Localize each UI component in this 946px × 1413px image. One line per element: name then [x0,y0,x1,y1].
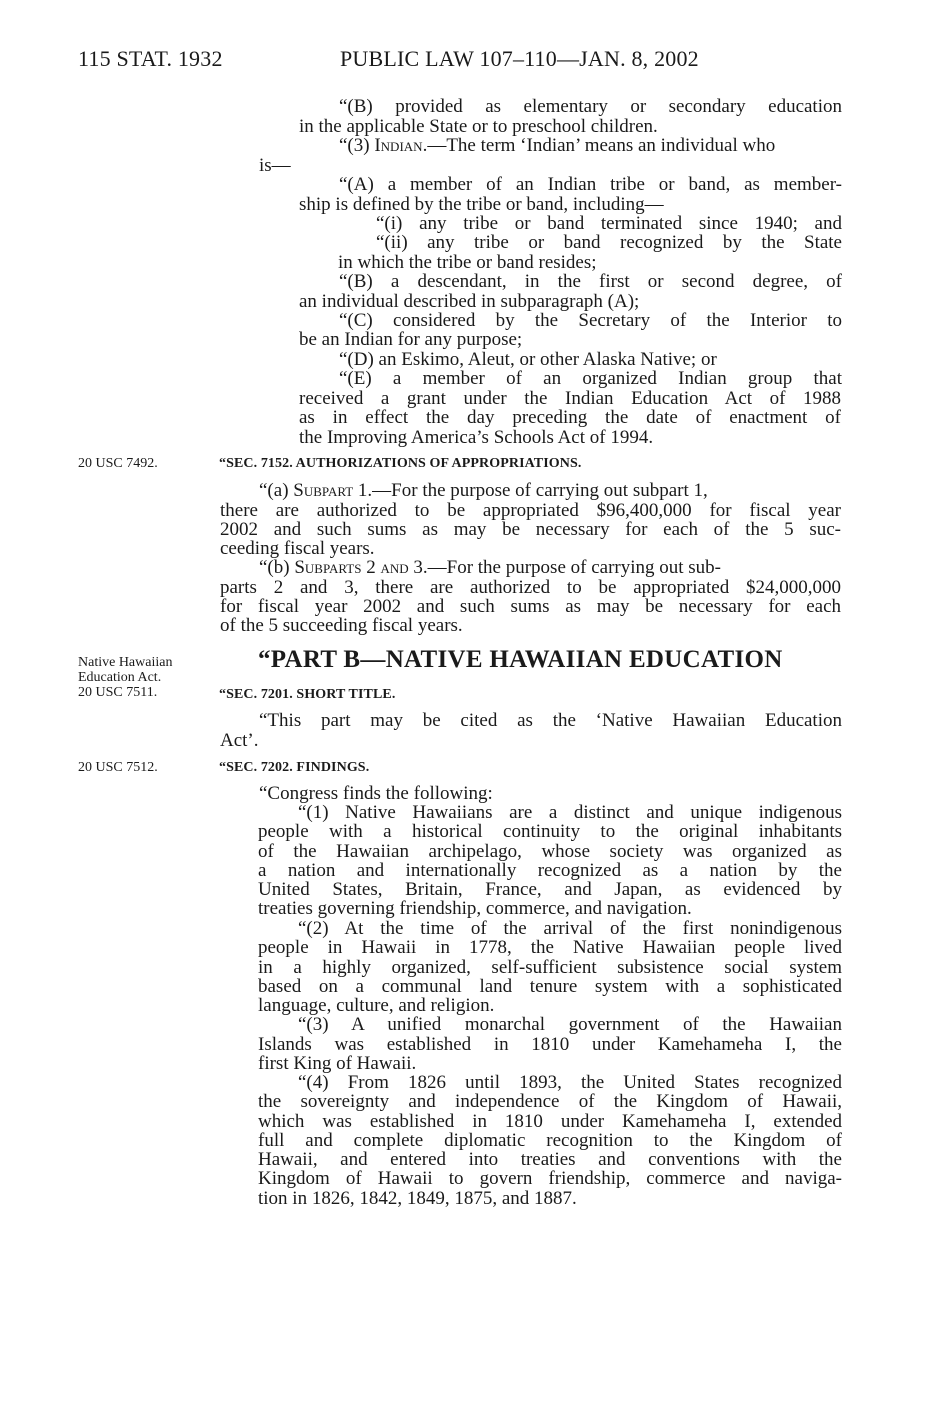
text-line: ceeding fiscal years. [220,538,375,559]
text-line: “Congress finds the following: [259,783,493,804]
text-line: in a highly organized, self-sufficient subsistence social system [258,957,842,978]
text-line: full and complete diplomatic recognition to the Kingdom of [258,1130,842,1151]
subsection-a-line: “(a) Subpart 1.—For the purpose of carrying out subpart 1, [259,480,708,501]
text-line: people with a historical continuity to the original inhabitants [258,821,842,842]
text-line: United States, Britain, France, and Japan, as evidenced by [258,879,842,900]
text-line: “(B) a descendant, in the first or second degree, of [339,271,842,292]
margin-note: Native Hawaiian [78,655,173,670]
text-line: Kingdom of Hawaii to govern friendship, commerce and naviga- [258,1168,842,1189]
margin-note: Education Act. [78,670,162,685]
text-line: as in effect the day preceding the date of enactment of [299,407,841,428]
text-line: “(4) From 1826 until 1893, the United States recognized [298,1072,842,1093]
text-line: the sovereignty and independence of the Kingdom of Hawaii, [258,1091,842,1112]
text-line: ship is defined by the tribe or band, including— [299,194,664,215]
text-line: “(2) At the time of the arrival of the first nonindigenous [298,918,842,939]
subsection-label: Subparts 2 and 3 [294,557,423,578]
margin-note: 20 USC 7492. [78,456,158,471]
subsection-b-line: “(b) Subparts 2 and 3.—For the purpose of carrying out sub- [259,557,722,578]
paragraph-label: Indian [374,135,423,156]
text-line: 2002 and such sums as may be necessary for each of the 5 suc- [220,519,841,540]
text-line: “This part may be cited as the ‘Native Hawaiian Education [259,710,842,731]
text-line: tion in 1826, 1842, 1849, 1875, and 1887. [258,1188,577,1209]
text-line: of the Hawaiian archipelago, whose society was organized as [258,841,842,862]
text-line: “(3) A unified monarchal government of the Hawaiian [298,1014,842,1035]
section-heading: “SEC. 7201. SHORT TITLE. [219,687,396,702]
section-heading: “SEC. 7202. FINDINGS. [219,760,370,775]
margin-note: 20 USC 7512. [78,760,158,775]
text-line: in which the tribe or band resides; [338,252,597,273]
running-head: PUBLIC LAW 107–110—JAN. 8, 2002 [340,46,699,71]
text-line: parts 2 and 3, there are authorized to be appropriated $24,000,000 [220,577,841,598]
text-line: treaties governing friendship, commerce, and navigation. [258,898,692,919]
text-line: in the applicable State or to preschool children. [299,116,658,137]
text-line: Islands was established in 1810 under Kamehameha I, the [258,1034,842,1055]
margin-note: 20 USC 7511. [78,685,158,700]
paragraph-3-line: “(3) Indian.—The term ‘Indian’ means an individual who [339,135,776,156]
text-line: received a grant under the Indian Education Act of 1988 [299,388,841,409]
text-line: for fiscal year 2002 and such sums as may be necessary for each [220,596,841,617]
text-line: be an Indian for any purpose; [299,329,523,350]
text-line: an individual described in subparagraph (A); [299,291,640,312]
text-line: “(D) an Eskimo, Aleut, or other Alaska Native; or [339,349,717,370]
text-line: a nation and internationally recognized as a nation by the [258,860,842,881]
text-line: first King of Hawaii. [258,1053,417,1074]
part-title: “PART B—NATIVE HAWAIIAN EDUCATION [258,646,783,673]
text-line: Hawaii, and entered into treaties and conventions with the [258,1149,842,1170]
stat-page-number: 115 STAT. 1932 [78,46,223,71]
subsection-label: Subpart 1 [293,480,368,501]
text-line: Act’. [220,730,259,751]
text-line: the Improving America’s Schools Act of 1994. [299,427,654,448]
text-line: which was established in 1810 under Kamehameha I, extended [258,1111,842,1132]
text-line: “(A) a member of an Indian tribe or band, as member- [339,174,842,195]
text-line: language, culture, and religion. [258,995,495,1016]
section-heading: “SEC. 7152. AUTHORIZATIONS OF APPROPRIATIONS. [219,456,582,471]
text-line: “(C) considered by the Secretary of the Interior to [339,310,842,331]
text-line: “(i) any tribe or band terminated since 1940; and [376,213,842,234]
text-line: “(1) Native Hawaiians are a distinct and unique indigenous [298,802,842,823]
text-line: “(E) a member of an organized Indian group that [339,368,842,389]
text-line: based on a communal land tenure system with a sophisticated [258,976,842,997]
text-line: there are authorized to be appropriated $96,400,000 for fiscal year [220,500,841,521]
text-line: is— [259,155,291,176]
text-line: of the 5 succeeding fiscal years. [220,615,463,636]
text-line: “(ii) any tribe or band recognized by the State [376,232,842,253]
text-line: people in Hawaii in 1778, the Native Hawaiian people lived [258,937,842,958]
text-line: “(B) provided as elementary or secondary education [339,96,842,117]
